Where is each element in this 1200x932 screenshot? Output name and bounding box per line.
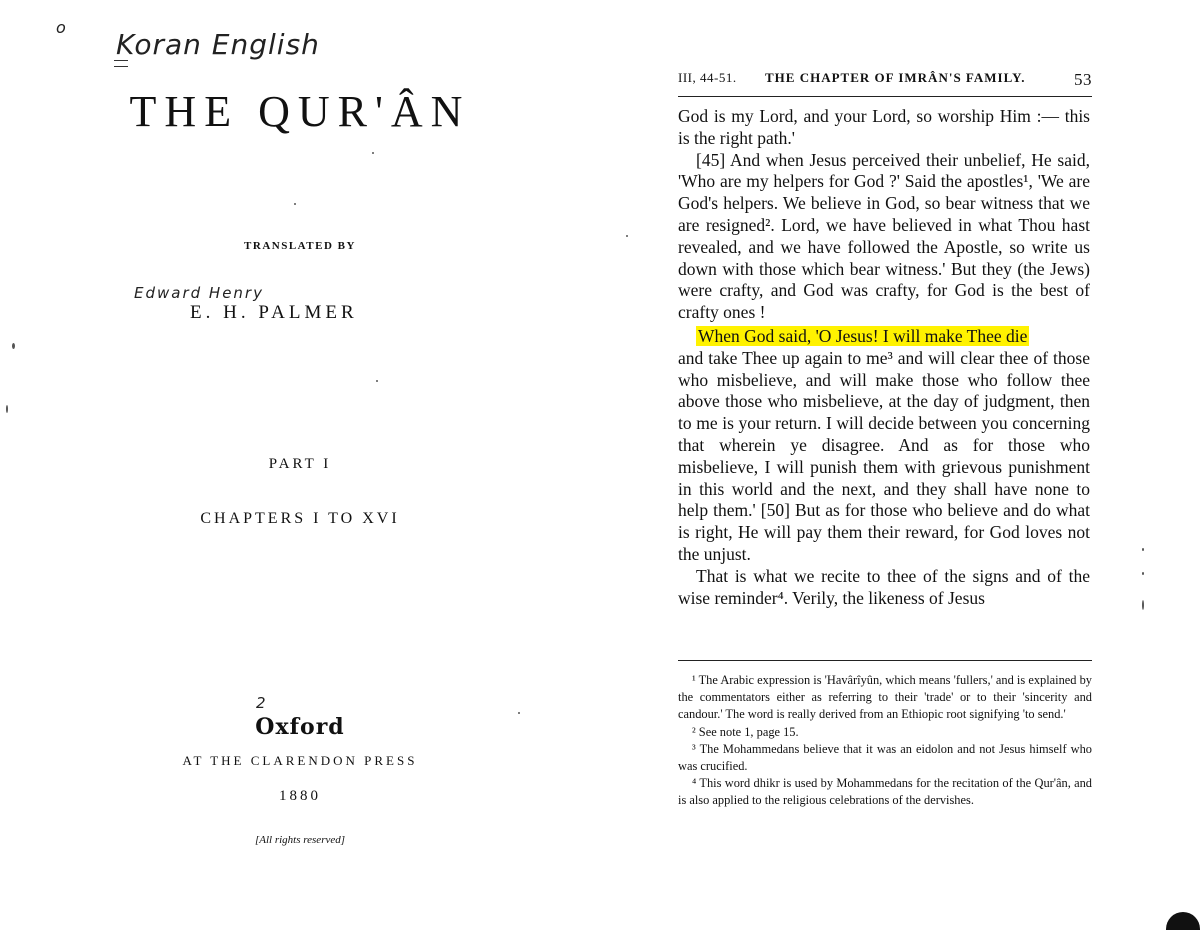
footnote-rule [678, 660, 1092, 661]
paragraph: [45] And when Jesus perceived their unbelief, He said, 'Who are my helpers for God ?' Said the apostles¹, 'We are God's helpers. We believe in God, so bear witness that we are resigned². Lord, we have believed in what Thou hast revealed, and we have followed the Apostle, so write us down with those which bear witness.' But they (the Jews) were crafty, and God was crafty, for God is the best of crafty ones ! [678, 149, 1090, 323]
speck-dot [12, 343, 15, 349]
footnote: ² See note 1, page 15. [692, 724, 799, 739]
speck-dot [376, 380, 378, 382]
highlighted-line-wrap [678, 326, 1090, 348]
footnote: ⁴ This word dhikr is used by Mohammedans for the recitation of the Qur'ân, and is also applied to the religious celebrations of the dervishes. [678, 776, 1092, 808]
handwritten-small: 2 [256, 694, 266, 712]
highlighted-text: When God said, 'O Jesus! I will make Thee die [698, 325, 1028, 346]
footnote: ¹ The Arabic expression is 'Havârîyûn, which means 'fullers,' and is explained by the commentators either as referring to their 'trade' or to their 'sincerity and candour.' The word is really derived from an Ethiopic root signifying 'to send.' [678, 673, 1092, 722]
rights-notice: [All rights reserved] [254, 834, 346, 846]
paragraph: and take Thee up again to me³ and will clear thee of those who misbelieve, and will make those who follow thee above those who misbelieve, at the day of judgment, then to me is your return. I will decide between you concerning that wherein ye disagree. And as for those who misbelieve, I will punish them with grievous punishment in this world and the next, and they shall have none to help them.' [50] But as for those who believe and do what is right, He will pay them their reward, for God loves not the unjust. [678, 347, 1090, 564]
publication-year: 1880 [279, 788, 321, 804]
speck-dot [1142, 572, 1144, 575]
page-edge-mark [1166, 912, 1200, 930]
body-text [678, 106, 1090, 609]
paragraph: God is my Lord, and your Lord, so worship Him :— this is the right path.' [678, 106, 1090, 148]
speck-dot [1142, 600, 1144, 610]
handwritten-name: Edward Henry [134, 284, 264, 302]
speck-dot [6, 405, 8, 413]
speck-dot [626, 235, 628, 237]
translator-name: E. H. PALMER [190, 302, 358, 323]
part-label: PART I [268, 456, 332, 472]
header-verse-ref: III, 44-51. [678, 70, 737, 85]
speck-dot [372, 152, 374, 154]
handwritten-underline-icon [114, 60, 128, 67]
speck-dot [518, 712, 520, 714]
page-number: 53 [1074, 70, 1092, 89]
handwritten-mark: o [56, 18, 66, 37]
translated-by-label: TRANSLATED BY [244, 240, 356, 252]
header-rule [678, 96, 1092, 97]
header-chapter-title: THE CHAPTER OF IMRÂN'S FAMILY. [765, 70, 1026, 85]
paragraph: That is what we recite to thee of the signs and of the wise reminder⁴. Verily, the likeness of Jesus [678, 565, 1090, 608]
book-title: THE QUR'ÂN [129, 87, 471, 136]
footnote: ³ The Mohammedans believe that it was an eidolon and not Jesus himself who was crucified. [678, 741, 1092, 774]
chapters-label: CHAPTERS I TO XVI [200, 510, 400, 527]
publisher-press: AT THE CLARENDON PRESS [182, 753, 418, 768]
publisher-place: Oxford [255, 714, 345, 740]
speck-dot [1142, 548, 1144, 551]
footnotes [678, 672, 1092, 810]
handwritten-note: Koran English [116, 28, 320, 61]
speck-dot [294, 203, 296, 205]
